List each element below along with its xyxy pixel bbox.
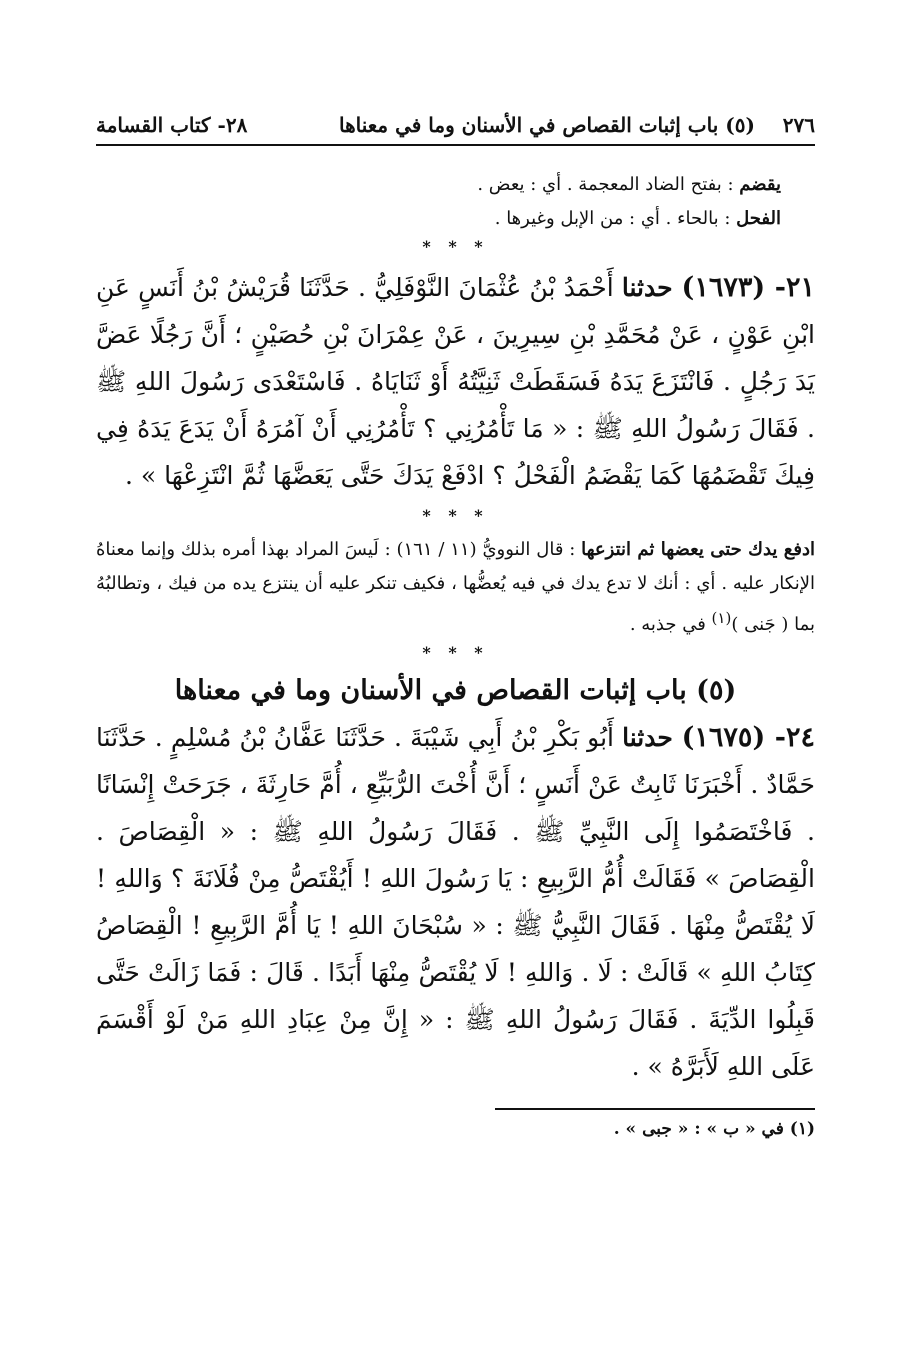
commentary-text: : قال النوويُّ (١١ / ١٦١) : لَيسَ المراد بهذا أمره بذلك وإنما معناهُ الإنكار عليه . أي : أنك لا تدع يدك في فيه يُعضُّها ، فكيف تنكر عليه أن ينتزع يده من فيك ، وتطالبُهُ بما ( جَنى ) [96,539,815,635]
glossary-text: : بالحاء . أي : من الإبل وغيرها . [494,208,737,229]
header-book: ٢٨- كتاب القسامة [96,113,248,137]
chapter-heading: (٥) باب إثبات القصاص في الأسنان وما في معناها [174,675,737,706]
glossary-line [96,202,781,236]
glossary-text: : بفتح الضاد المعجمة . أي : يعض . [477,174,740,195]
hadith-body: أَحْمَدُ بْنُ عُثْمَانَ النَّوْفَلِيُّ . حَدَّثَنَا قُرَيْشُ بْنُ أَنَسٍ عَنِ ابْنِ عَوْنٍ ، عَنْ مُحَمَّدِ بْنِ سِيرِينَ ، عَنْ عِمْرَانَ بْنِ حُصَيْنٍ ؛ أَنَّ رَجُلًا عَضَّ يَدَ رَجُلٍ . فَانْتَزَعَ يَدَهُ فَسَقَطَتْ ثَنِيَّتُهُ أَوْ ثَنَايَاهُ . فَاسْتَعْدَى رَسُولَ اللهِ ﷺ . فَقَالَ رَسُولُ اللهِ ﷺ : « مَا تَأْمُرُنِي ؟ تَأْمُرُنِي أَنْ آمُرَهُ أَنْ يَدَعَ يَدَهُ فِي فِيكَ تَقْضَمُهَا كَمَا يَقْضَمُ الْفَحْلُ ؟ ادْفَعْ يَدَكَ حَتَّى يَعَضَّهَا ثُمَّ انْتَزِعْهَا » . [96,273,815,490]
footnote: (١) في « ب » : « جبى » . [613,1119,815,1139]
section-separator: * * * [422,237,489,256]
glossary-notes [96,168,815,236]
footnote-divider [495,1108,815,1110]
header-chapter: (٥) باب إثبات القصاص في الأسنان وما في معناها [338,113,755,137]
section-separator: * * * [422,643,489,662]
hadith-haddathana: حدثنا [621,273,682,302]
footnote-marker: (١) [711,609,732,627]
glossary-term: الفحل [736,208,781,229]
section-separator: * * * [422,506,489,525]
header-right [339,110,815,140]
page-number: ٢٧٦ [782,113,815,137]
glossary-term: يقضم [739,174,781,195]
glossary-line [96,168,781,202]
hadith-text [96,714,815,1090]
running-header [96,110,815,146]
commentary-term: ادفع يدك حتى يعضها ثم انتزعها [581,539,816,560]
hadith-haddathana: حدثنا [622,723,682,752]
commentary-tail: في جذبه . [629,614,712,635]
hadith-text [96,264,815,499]
hadith-number: ٢٤- (١٦٧٥) [681,722,815,753]
commentary [96,533,815,642]
hadith-number: ٢١- (١٦٧٣) [681,272,815,303]
book-page [96,110,815,1146]
hadith-body: أَبُو بَكْرِ بْنُ أَبِي شَيْبَةَ . حَدَّثَنَا عَفَّانُ بْنُ مُسْلِمٍ . حَدَّثَنَا حَمَّادٌ . أَخْبَرَنَا ثَابِتٌ عَنْ أَنَسٍ ؛ أَنَّ أُخْتَ الرُّبَيِّعِ ، أُمَّ حَارِثَةَ ، جَرَحَتْ إِنْسَانًا . فَاخْتَصَمُوا إِلَى النَّبِيِّ ﷺ . فَقَالَ رَسُولُ اللهِ ﷺ : « الْقِصَاصَ . الْقِصَاصَ » فَقَالَتْ أُمُّ الرَّبِيعِ : يَا رَسُولَ اللهِ ! أَيُقْتَصُّ مِنْ فُلَانَةَ ؟ وَاللهِ ! لَا يُقْتَصُّ مِنْهَا . فَقَالَ النَّبِيُّ ﷺ : « سُبْحَانَ اللهِ ! يَا أُمَّ الرَّبِيعِ ! الْقِصَاصُ كِتَابُ اللهِ » قَالَتْ : لَا . وَاللهِ ! لَا يُقْتَصُّ مِنْهَا أَبَدًا . قَالَ : فَمَا زَالَتْ حَتَّى قَبِلُوا الدِّيَةَ . فَقَالَ رَسُولُ اللهِ ﷺ : « إِنَّ مِنْ عِبَادِ اللهِ مَنْ لَوْ أَقْسَمَ عَلَى اللهِ لَأَبَرَّهُ » . [96,723,815,1081]
